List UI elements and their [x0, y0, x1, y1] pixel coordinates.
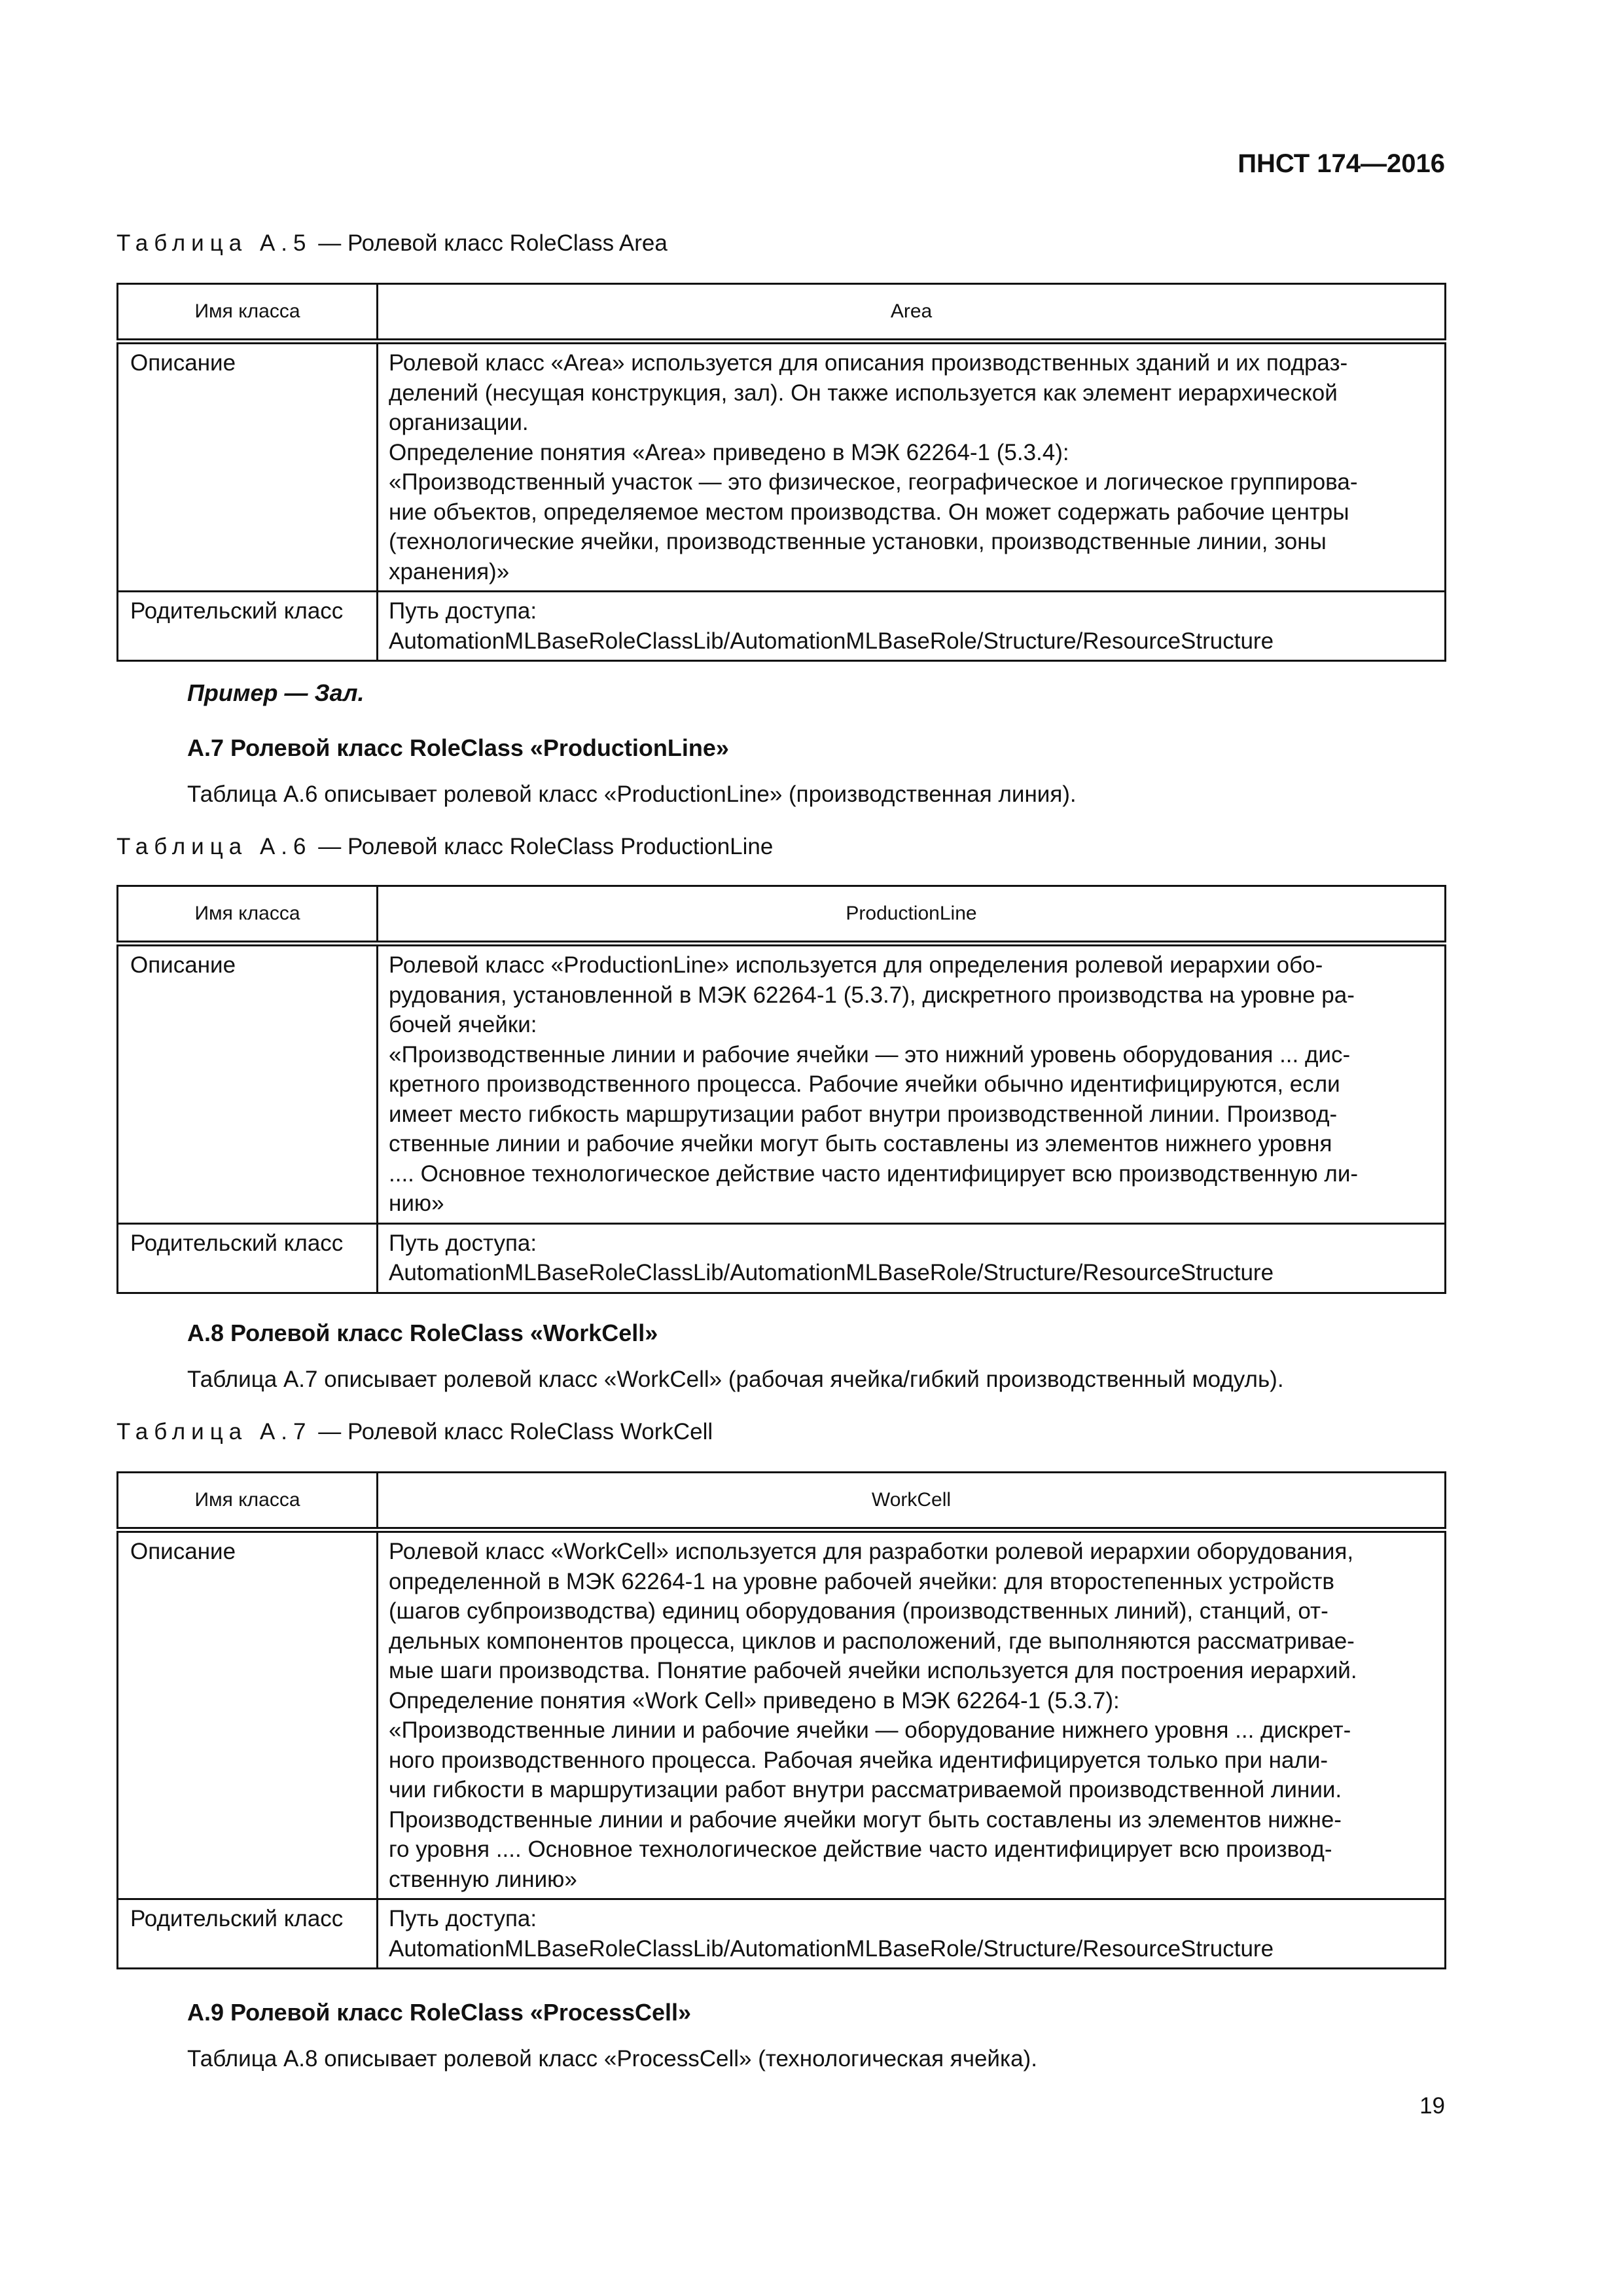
table-a6-parent-cell: [378, 1223, 1446, 1293]
table-a6-parent-label: Родительский класс: [118, 1223, 378, 1293]
parent-line: Путь доступа:: [389, 598, 537, 624]
table-a5-caption-text: — Ролевой класс RoleClass Area: [318, 230, 668, 256]
parent-line: AutomationMLBaseRoleClassLib/AutomationMLBaseRole/Structure/ResourceStructure: [389, 1260, 1274, 1285]
desc-line: хранения)»: [389, 558, 510, 584]
desc-line: Определение понятия «Work Cell» приведено в МЭК 62264-1 (5.3.7):: [389, 1687, 1120, 1713]
desc-line: кретного производственного процесса. Рабочие ячейки обычно идентифицируются, если: [389, 1071, 1340, 1097]
table-a7-parent-label: Родительский класс: [118, 1899, 378, 1969]
desc-line: «Производственные линии и рабочие ячейки — оборудование нижнего уровня ... дискрет-: [389, 1717, 1351, 1743]
table-a5-parent-row: [118, 592, 1446, 661]
desc-line: определенной в МЭК 62264-1 на уровне рабочей ячейки: для второстепенных устройств: [389, 1568, 1335, 1594]
table-a5-parent-cell: [378, 592, 1446, 661]
desc-line: чии гибкости в маршрутизации работ внутри рассматриваемой производственной линии.: [389, 1777, 1342, 1803]
section-a7-text: Таблица А.6 описывает ролевой класс «ProductionLine» (производственная линия).: [187, 781, 1077, 807]
parent-line: Путь доступа:: [389, 1230, 537, 1256]
table-a5-parent-label: Родительский класс: [118, 592, 378, 661]
example-text: Пример — Зал.: [187, 679, 365, 706]
table-a6-caption-text: — Ролевой класс RoleClass ProductionLine: [318, 834, 774, 859]
table-a7-desc-label: Описание: [118, 1530, 378, 1899]
desc-line: го уровня .... Основное технологическое действие часто идентифицирует всю производ-: [389, 1837, 1332, 1862]
table-a7-desc-row: [118, 1530, 1446, 1899]
desc-line: ние объектов, определяемое местом производства. Он может содержать рабочие центры: [389, 499, 1349, 525]
table-a6-desc-label: Описание: [118, 944, 378, 1224]
desc-line: (шагов субпроизводства) единиц оборудования (производственных линий), станций, от-: [389, 1598, 1329, 1624]
table-a7-desc-cell: [378, 1530, 1446, 1899]
table-a6-caption-label: Таблица А.6: [116, 834, 312, 859]
table-a6-head-col2: ProductionLine: [378, 886, 1446, 944]
parent-line: AutomationMLBaseRoleClassLib/AutomationMLBaseRole/Structure/ResourceStructure: [389, 1935, 1274, 1962]
table-a6-desc-row: [118, 944, 1446, 1224]
table-a6: [116, 885, 1446, 1294]
parent-line: Путь доступа:: [389, 1906, 537, 1931]
desc-line: рудования, установленной в МЭК 62264-1 (5.3.7), дискретного производства на уровне ра-: [389, 982, 1355, 1008]
table-a6-parent-row: [118, 1223, 1446, 1293]
desc-line: делений (несущая конструкция, зал). Он также используется как элемент иерархической: [389, 380, 1338, 406]
table-a7-parent-cell: [378, 1899, 1446, 1969]
desc-line: ственную линию»: [389, 1866, 577, 1892]
table-a7-caption: [116, 1419, 713, 1445]
section-a8-text: Таблица А.7 описывает ролевой класс «WorkCell» (рабочая ячейка/гибкий производственный модуль).: [187, 1367, 1284, 1392]
desc-line: Ролевой класс «Area» используется для описания производственных зданий и их подраз-: [389, 350, 1348, 376]
table-a5-head-col2: Area: [378, 284, 1446, 342]
table-a6-header-row: [118, 886, 1446, 944]
desc-line: «Производственные линии и рабочие ячейки — это нижний уровень оборудования ... дис-: [389, 1041, 1351, 1067]
table-a5-head-col1: Имя класса: [118, 284, 378, 342]
table-a5-caption: [116, 230, 668, 257]
table-a5-desc-label: Описание: [118, 342, 378, 592]
desc-line: ного производственного процесса. Рабочая ячейка идентифицируется только при нали-: [389, 1747, 1329, 1773]
table-a5-desc-cell: [378, 342, 1446, 592]
section-a8-heading: А.8 Ролевой класс RoleClass «WorkCell»: [187, 1319, 658, 1346]
table-a7-caption-text: — Ролевой класс RoleClass WorkCell: [318, 1419, 713, 1444]
desc-line: Определение понятия «Area» приведено в МЭК 62264-1 (5.3.4):: [389, 439, 1069, 465]
table-a6-desc-cell: [378, 944, 1446, 1224]
table-a5-caption-label: Таблица А.5: [116, 230, 312, 256]
table-a7: [116, 1471, 1446, 1969]
table-a6-head-col1: Имя класса: [118, 886, 378, 944]
table-a7-parent-row: [118, 1899, 1446, 1969]
table-a5-header-row: [118, 284, 1446, 342]
document-code: ПНСТ 174—2016: [1238, 149, 1445, 178]
desc-line: дельных компонентов процесса, циклов и расположений, где выполняются рассматривае-: [389, 1628, 1355, 1654]
desc-line: организации.: [389, 410, 529, 435]
desc-line: нию»: [389, 1191, 444, 1216]
parent-line: AutomationMLBaseRoleClassLib/AutomationMLBaseRole/Structure/ResourceStructure: [389, 628, 1274, 654]
section-a9-text: Таблица А.8 описывает ролевой класс «ProcessCell» (технологическая ячейка).: [187, 2046, 1037, 2072]
desc-line: бочей ячейки:: [389, 1012, 537, 1037]
desc-line: Ролевой класс «ProductionLine» используется для определения ролевой иерархии обо-: [389, 952, 1323, 978]
table-a6-caption: [116, 834, 773, 860]
table-a7-head-col2: WorkCell: [378, 1473, 1446, 1530]
desc-line: Производственные линии и рабочие ячейки могут быть составлены из элементов нижне-: [389, 1806, 1342, 1833]
desc-line: мые шаги производства. Понятие рабочей ячейки используется для построения иерархий.: [389, 1658, 1357, 1683]
table-a7-head-col1: Имя класса: [118, 1473, 378, 1530]
table-a5-desc-row: [118, 342, 1446, 592]
desc-line: имеет место гибкость маршрутизации работ внутри производственной линии. Производ-: [389, 1101, 1338, 1127]
desc-line: Ролевой класс «WorkCell» используется для разработки ролевой иерархии оборудования,: [389, 1539, 1354, 1564]
table-a7-header-row: [118, 1473, 1446, 1530]
desc-line: .... Основное технологическое действие часто идентифицирует всю производственную ли-: [389, 1160, 1359, 1187]
desc-line: (технологические ячейки, производственные установки, производственные линии, зоны: [389, 529, 1327, 554]
table-a7-caption-label: Таблица А.7: [116, 1419, 312, 1444]
page-number: 19: [1419, 2093, 1445, 2119]
section-a7-heading: А.7 Ролевой класс RoleClass «ProductionLine»: [187, 734, 729, 761]
desc-line: «Производственный участок — это физическое, географическое и логическое группирова-: [389, 469, 1358, 495]
table-a5: [116, 283, 1446, 662]
desc-line: ственные линии и рабочие ячейки могут быть составлены из элементов нижнего уровня: [389, 1131, 1332, 1157]
section-a9-heading: А.9 Ролевой класс RoleClass «ProcessCell»: [187, 1999, 692, 2026]
